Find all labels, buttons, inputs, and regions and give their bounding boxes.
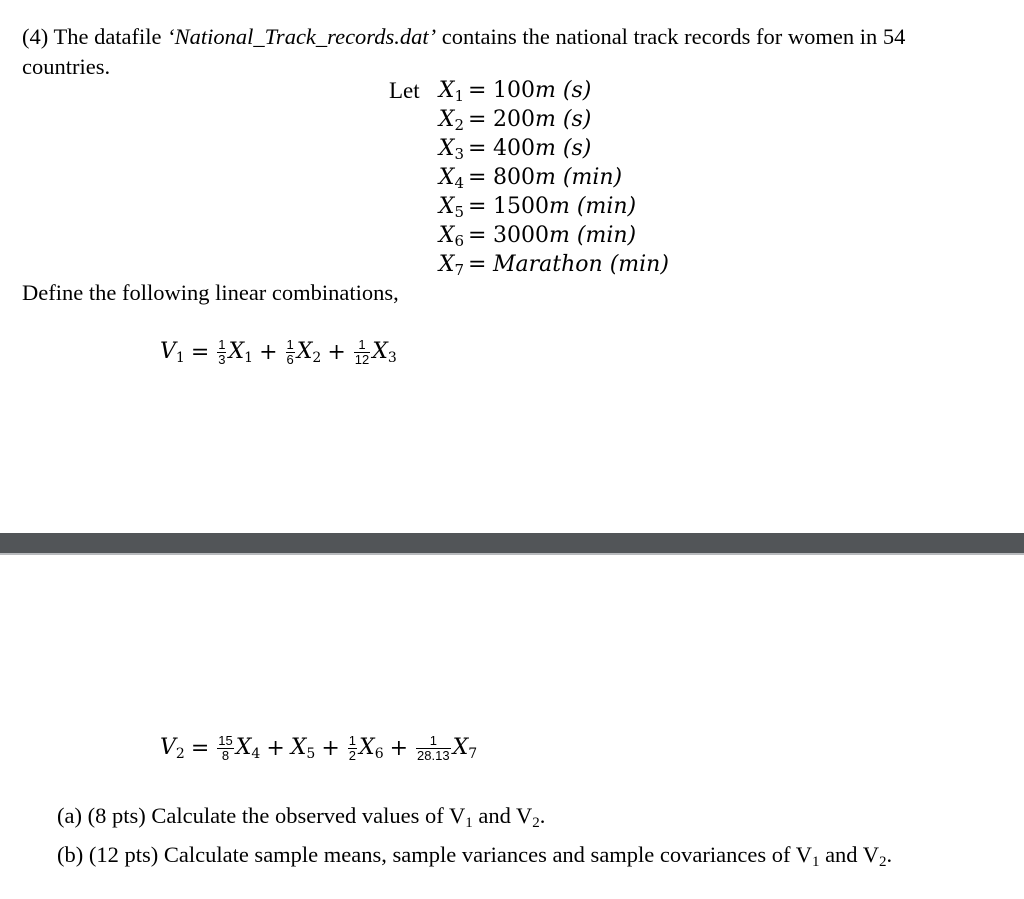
term-variable: $X_3$ — [372, 339, 397, 366]
fraction: $\frac{1}{12}$ — [354, 337, 370, 367]
plus-sign: + — [259, 340, 278, 365]
intro-text-start: The datafile — [48, 24, 168, 49]
def-variable: $X_3$ — [438, 136, 464, 163]
fraction: $\frac{1}{6}$ — [286, 337, 294, 367]
fraction: $\frac{1}{28.13}$ — [417, 733, 450, 763]
equals-sign: = — [468, 78, 487, 103]
def-value: Marathon (min) — [493, 252, 669, 277]
def-variable: $X_4$ — [438, 165, 464, 192]
def-variable: $X_1$ — [438, 78, 464, 105]
equals-sign: = — [190, 736, 210, 761]
def-variable: $X_5$ — [438, 194, 464, 221]
term-variable: $X_4$ — [235, 735, 261, 762]
let-label: Let — [389, 78, 420, 103]
problem-intro — [22, 22, 997, 82]
intro-text-end: contains the national track records for women in 54 countries. — [22, 24, 906, 79]
term-variable: $X_5$ — [290, 735, 316, 762]
equals-sign: = — [468, 252, 487, 277]
def-variable: $X_6$ — [438, 223, 464, 250]
plus-sign: + — [327, 340, 346, 365]
v2-lhs: $V_2$ — [160, 735, 185, 762]
question-b: (b) (12 pts) Calculate sample means, sample variances and sample covariances of $V_1$ and $V_2$. — [57, 842, 893, 870]
fraction: $\frac{1}{3}$ — [218, 337, 226, 367]
plus-sign: + — [266, 736, 285, 761]
v2-formula — [160, 734, 477, 763]
datafile-name: ‘National_Track_records.dat’ — [167, 24, 437, 49]
page-divider — [0, 533, 1024, 553]
term-variable: $X_6$ — [359, 735, 384, 762]
equals-sign: = — [468, 165, 487, 190]
term-variable: $X_1$ — [228, 339, 254, 366]
def-value: 3000m (min) — [493, 223, 637, 248]
v1-lhs: $V_1$ — [160, 339, 185, 366]
equals-sign: = — [468, 107, 487, 132]
equals-sign: = — [190, 340, 210, 365]
def-variable: $X_7$ — [438, 252, 464, 279]
equals-sign: = — [468, 194, 487, 219]
question-list — [57, 800, 892, 878]
def-value: 100m (s) — [493, 78, 592, 103]
fraction: $\frac{1}{2}$ — [348, 733, 357, 763]
def-value: 800m (min) — [493, 165, 623, 190]
def-variable: $X_2$ — [438, 107, 464, 134]
term-variable: $X_7$ — [452, 735, 478, 762]
def-value: 400m (s) — [493, 136, 592, 161]
equals-sign: = — [468, 223, 487, 248]
term-variable: $X_2$ — [296, 339, 322, 366]
fraction: $\frac{15}{8}$ — [218, 733, 233, 763]
problem-number: (4) — [22, 24, 49, 49]
plus-sign: + — [389, 736, 409, 761]
v1-formula — [160, 338, 397, 367]
def-value: 200m (s) — [493, 107, 592, 132]
define-combinations-text: Define the following linear combinations, — [22, 280, 399, 305]
question-a: (a) (8 pts) Calculate the observed values of $V_1$ and $V_2$. — [57, 803, 546, 831]
equals-sign: = — [468, 136, 487, 161]
def-value: 1500m (min) — [493, 194, 637, 219]
plus-sign: + — [321, 736, 340, 761]
